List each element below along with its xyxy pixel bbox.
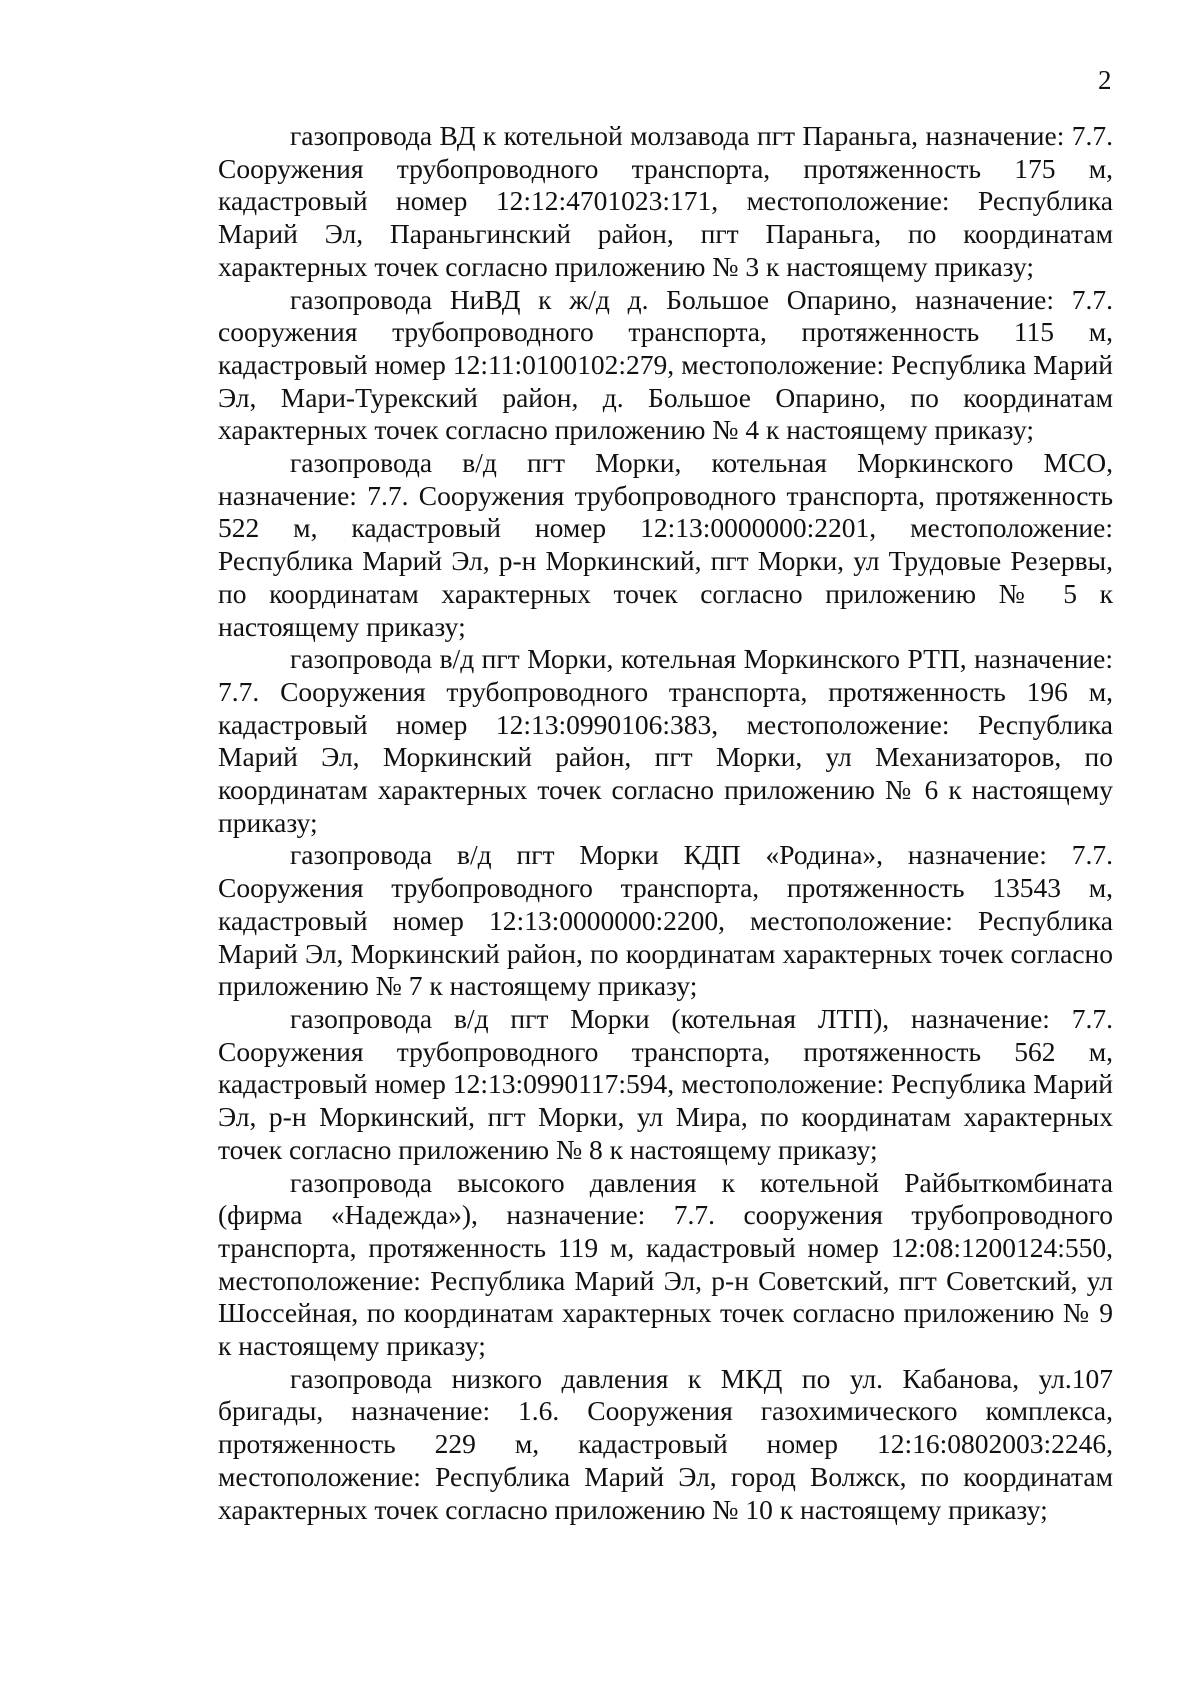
paragraph-8: газопровода низкого давления к МКД по ул. Кабанова, ул.107 бригады, назначение: 1.6. Сооружения газохимического комплекса, протяженность 229 м, кадастровый номер 12:16:0802003:2246, местоположение: Республика Марий Эл, город Волжск, по координатам характерных точек согласно приложению № 10 к настоящему приказу; (218, 1362, 1113, 1525)
paragraph-7: газопровода высокого давления к котельной Райбыткомбината (фирма «Надежда»), назначение: 7.7. сооружения трубопроводного транспорта, протяженность 119 м, кадастровый номер 12:08:1200124:550, местоположение: Республика Марий Эл, р-н Советский, пгт Советский, ул Шоссейная, по координатам характерных точек согласно приложению № 9 к настоящему приказу; (218, 1166, 1113, 1362)
paragraph-3: газопровода в/д пгт Морки, котельная Моркинского МСО, назначение: 7.7. Сооружения трубопроводного транспорта, протяженность 522 м, кадастровый номер 12:13:0000000:2201, местоположение: Республика Марий Эл, р-н Моркинский, пгт Морки, ул Трудовые Резервы, по координатам характерных точек согласно приложению № 5 к настоящему приказу; (218, 447, 1113, 642)
document-body (218, 120, 1113, 1526)
paragraph-4: газопровода в/д пгт Морки, котельная Моркинского РТП, назначение: 7.7. Сооружения трубопроводного транспорта, протяженность 196 м, кадастровый номер 12:13:0990106:383, местоположение: Республика Марий Эл, Моркинский район, пгт Морки, ул Механизаторов, по координатам характерных точек согласно приложению № 6 к настоящему приказу; (218, 643, 1113, 838)
paragraph-5: газопровода в/д пгт Морки КДП «Родина», назначение: 7.7. Сооружения трубопроводного транспорта, протяженность 13543 м, кадастровый номер 12:13:0000000:2200, местоположение: Республика Марий Эл, Моркинский район, по координатам характерных точек согласно приложению № 7 к настоящему приказу; (218, 839, 1113, 1002)
paragraph-1: газопровода ВД к котельной молзавода пгт Параньга, назначение: 7.7. Сооружения трубопроводного транспорта, протяженность 175 м, кадастровый номер 12:12:4701023:171, местоположение: Республика Марий Эл, Параньгинский район, пгт Параньга, по координатам характерных точек согласно приложению № 3 к настоящему приказу; (218, 120, 1113, 282)
page-number: 2 (1098, 65, 1112, 95)
paragraph-2: газопровода НиВД к ж/д д. Большое Опарино, назначение: 7.7. сооружения трубопроводного транспорта, протяженность 115 м, кадастровый номер 12:11:0100102:279, местоположение: Республика Марий Эл, Мари-Турекский район, д. Большое Опарино, по координатам характерных точек согласно приложению № 4 к настоящему приказу; (218, 283, 1113, 446)
paragraph-6: газопровода в/д пгт Морки (котельная ЛТП), назначение: 7.7. Сооружения трубопроводного транспорта, протяженность 562 м, кадастровый номер 12:13:0990117:594, местоположение: Республика Марий Эл, р-н Моркинский, пгт Морки, ул Мира, по координатам характерных точек согласно приложению № 8 к настоящему приказу; (218, 1002, 1113, 1165)
